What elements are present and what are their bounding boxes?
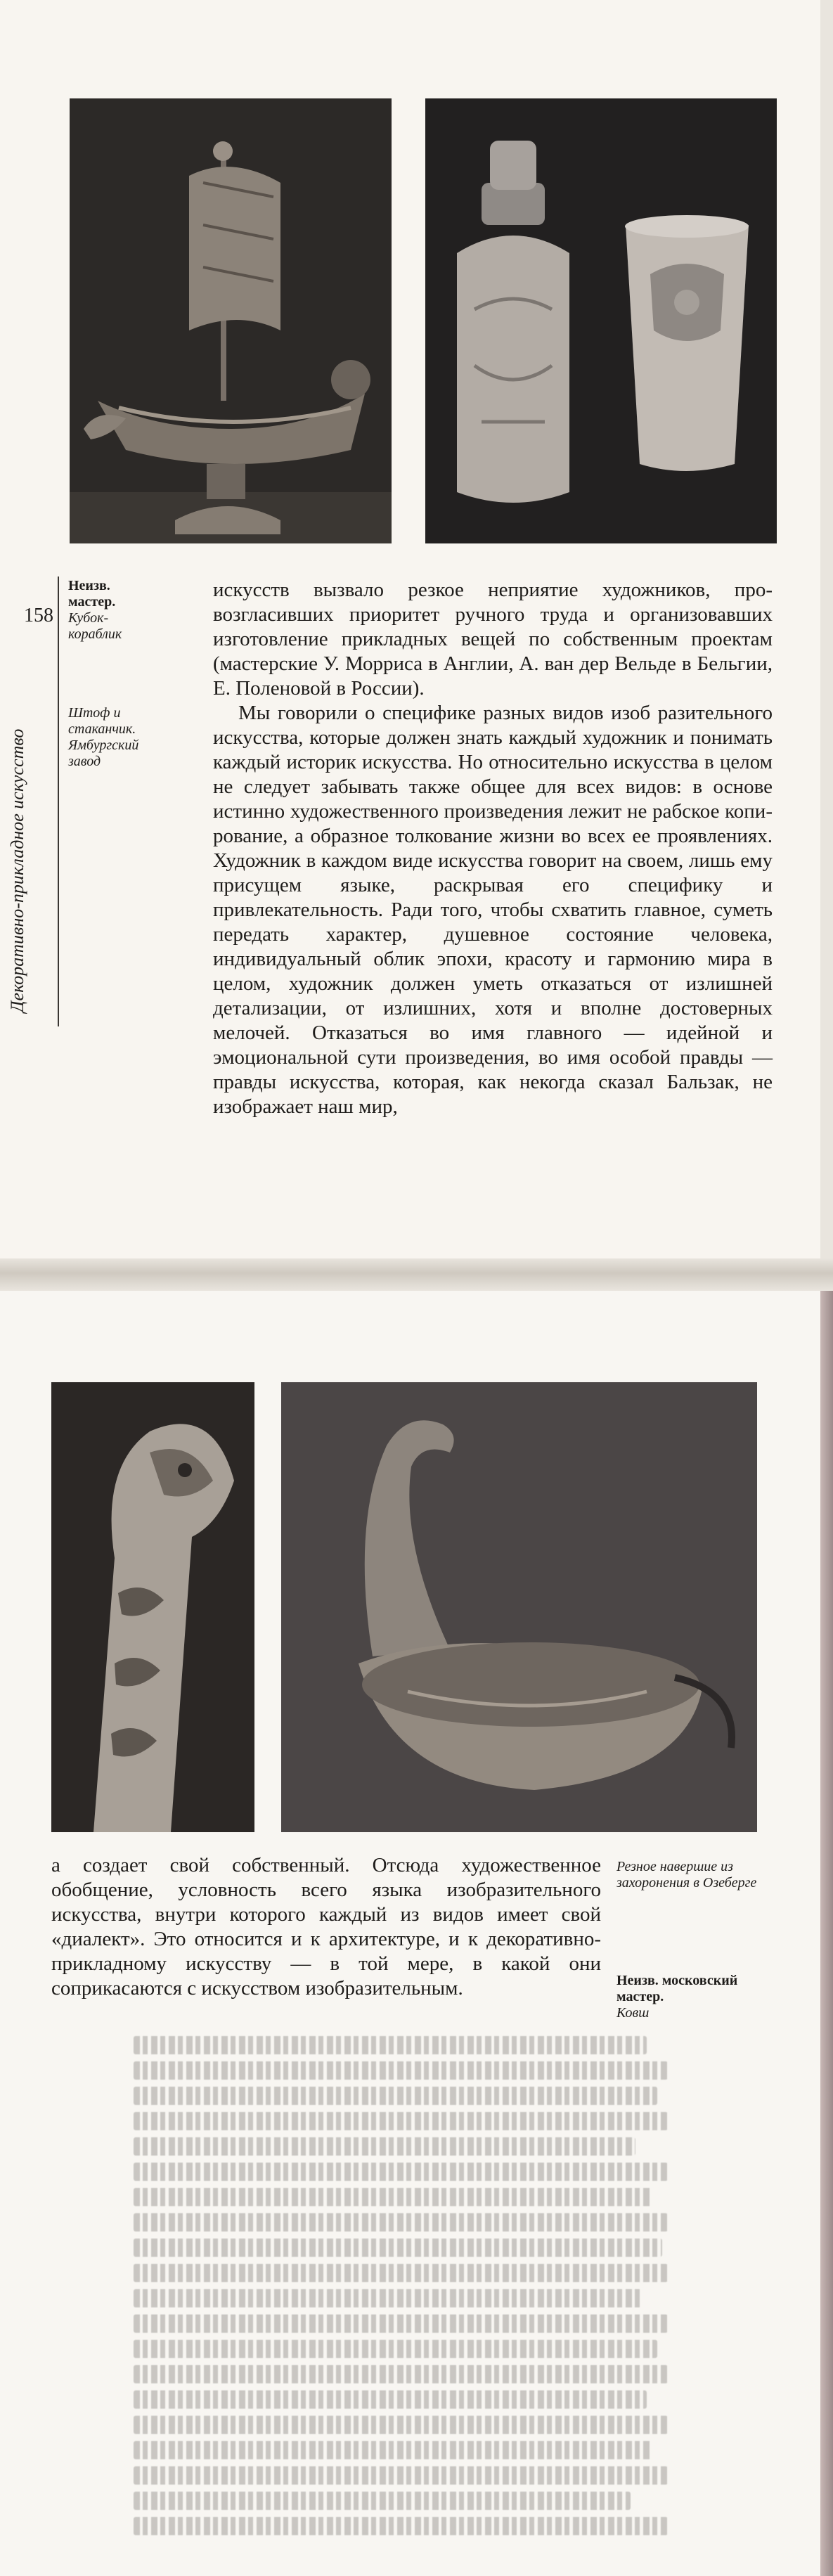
caption-carved-finial bbox=[616, 1859, 761, 1891]
running-head: Декоративно-прикладное искусство bbox=[7, 728, 27, 1012]
page-158 bbox=[0, 0, 833, 1258]
flask-glass-image bbox=[425, 98, 777, 543]
cup-ship-image bbox=[70, 98, 392, 543]
paragraph: искусств вызвало резкое неприятие художников, провозгласивших приоритет ручного труда и организовавших изготовление прикладных вещей по собственным проектам (мастерские У. Морриса в Англии, А. ван дер Вельде в Бельгии, Е. Поленовой в России). bbox=[213, 579, 773, 700]
paragraph: Мы говорили о специфике разных видов изоб разительного искусства, которые должен знать каждый художник и понимать каждый историк искусства. Но относительно искусства в целом не следует забывать также общее для всех видов: в основе истинно художественного произведения лежит не рабское копирование, а образное толкование жизни во всех ее проявлениях. Художник в каждом виде искусства говорит на своем, лишь ему присущем языке, раскрывая его специфику и привлекательность. Ради того, чтобы схватить главное, суметь передать характер, душевное состояние человека, индивидуальный облик эпохи, красоту и гармонию мира в целом, художник должен уметь отказаться от излишней детализации, от излишних, хотя и вполне достоверных мелочей. Отказаться во имя главного — идейной и эмоциональной сути произведения, во имя особой правды — правды искусства, которая, как некогда сказал Бальзак, не изображает наш мир, bbox=[213, 702, 773, 1118]
photo-flask-glass bbox=[425, 98, 777, 543]
photo-cup-ship bbox=[70, 98, 392, 543]
main-text bbox=[51, 1853, 601, 2001]
carved-finial-image bbox=[51, 1382, 254, 1832]
bleed-through-text bbox=[134, 2036, 668, 2542]
page-edge bbox=[820, 0, 833, 1258]
caption-flask-glass bbox=[68, 705, 167, 770]
margin-rule bbox=[58, 577, 59, 1026]
page-gutter bbox=[0, 1258, 833, 1291]
photo-kovsh bbox=[281, 1382, 757, 1832]
caption-work: Резное навершие из захоронения в Озеберге bbox=[616, 1859, 757, 1891]
page-159 bbox=[0, 1291, 833, 2576]
kovsh-image bbox=[281, 1382, 757, 1832]
paragraph: а создает свой собственный. Отсюда художественное обобщение, условность всего языка изобразительного искусства, внутри которого каждый из видов имеет свой «диалект». Это относится и к архитектуре, и к декоративно-прикладному искусству — в той мере, в какой они соприкасаются с искусством изобразительным. bbox=[51, 1854, 601, 1999]
caption-work: Ковш bbox=[616, 2005, 650, 2021]
caption-cup-ship bbox=[68, 578, 153, 643]
page-number: 158 bbox=[24, 605, 53, 626]
main-text bbox=[213, 578, 773, 1119]
caption-work: Штоф и стаканчик. Ямбургский завод bbox=[68, 705, 139, 769]
caption-kovsh bbox=[616, 1973, 761, 2021]
caption-author: Неизв. московский мастер. bbox=[616, 1973, 738, 2004]
caption-author: Неизв. мастер. bbox=[68, 578, 116, 610]
page-edge bbox=[820, 1291, 833, 2576]
caption-work: Кубок-кораблик bbox=[68, 610, 122, 642]
photo-carved-finial bbox=[51, 1382, 254, 1832]
